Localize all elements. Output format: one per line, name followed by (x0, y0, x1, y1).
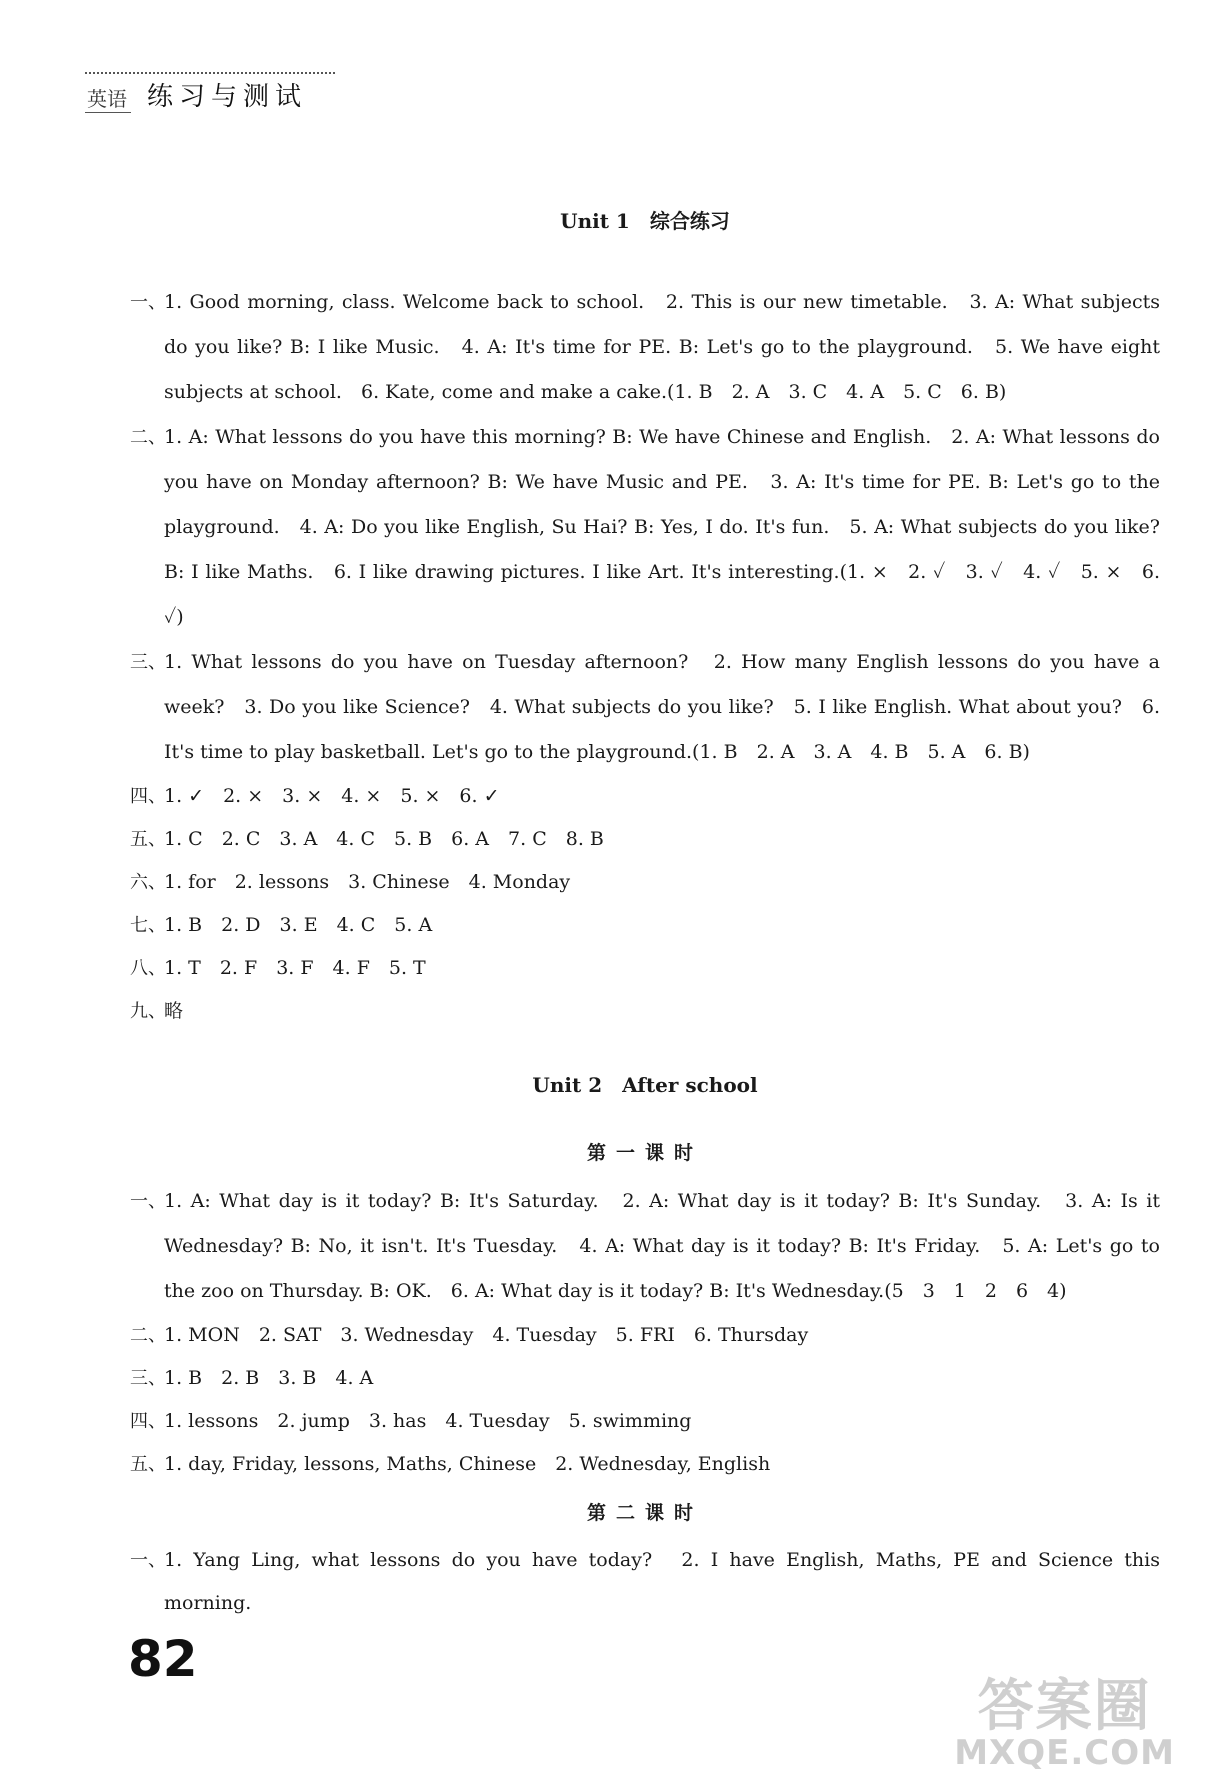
unit1-section-5 (130, 818, 1160, 861)
section-text: 1. A: What day is it today? B: It's Saturday. 2. A: What day is it today? B: It's Sunday. 3. A: Is it Wednesday? B: No, it isn't. It's Tuesday. 4. A: What day is it today? B: It's Friday. 5. A: Let's go to the zoo on Thursday. B: OK. 6. A: What day is it today? B: It's Wednesday.(5 3 1 2 6 4) (164, 1190, 1160, 1302)
section-number: 二、 (130, 1325, 166, 1346)
section-number: 二、 (130, 427, 166, 448)
unit1-section-1 (130, 280, 1160, 415)
section-text: 略 (164, 1000, 184, 1022)
unit2-lesson1-section-1 (130, 1179, 1160, 1314)
unit1-title: Unit 1 综合练习 (560, 209, 730, 233)
section-text: 1. ✓ 2. × 3. × 4. × 5. × 6. ✓ (164, 785, 500, 807)
section-number: 五、 (130, 829, 166, 850)
section-number: 四、 (130, 1411, 166, 1432)
section-text: 1. Yang Ling, what lessons do you have today? 2. I have English, Maths, PE and Science this morning. (164, 1549, 1160, 1614)
unit1-section-7 (130, 904, 1160, 947)
unit2-lesson2-section-1 (130, 1539, 1160, 1625)
answer-content (130, 205, 1160, 1625)
section-number: 六、 (130, 872, 166, 893)
lesson1-title: 第一课时 (586, 1142, 703, 1164)
page-header (85, 72, 345, 113)
section-text: 1. B 2. B 3. B 4. A (164, 1367, 374, 1389)
unit1-section-4 (130, 775, 1160, 818)
section-number: 七、 (130, 915, 166, 936)
unit1-section-8 (130, 947, 1160, 990)
section-number: 一、 (130, 1550, 166, 1571)
section-number: 三、 (130, 1368, 166, 1389)
section-text: 1. for 2. lessons 3. Chinese 4. Monday (164, 871, 571, 893)
section-number: 九、 (130, 1001, 166, 1022)
section-number: 八、 (130, 958, 166, 979)
unit2-lesson1-section-4 (130, 1400, 1160, 1443)
watermark-url: MXQE.COM (954, 1733, 1175, 1774)
unit2-title: Unit 2 After school (532, 1073, 758, 1097)
section-number: 一、 (130, 292, 166, 313)
section-text: 1. Good morning, class. Welcome back to school. 2. This is our new timetable. 3. A: What subjects do you like? B: I like Music. 4. A: It's time for PE. B: Let's go to the playground. 5. We have eight subjects at school. 6. Kate, come and make a cake.(1. B 2. A 3. C 4. A 5. C 6. B) (164, 291, 1160, 403)
section-text: 1. lessons 2. jump 3. has 4. Tuesday 5. swimming (164, 1410, 692, 1432)
unit2-lesson1-section-2 (130, 1314, 1160, 1357)
unit1-section-6 (130, 861, 1160, 904)
section-text: 1. A: What lessons do you have this morning? B: We have Chinese and English. 2. A: What lessons do you have on Monday afternoon? B: We have Music and PE. 3. A: It's time for PE. B: Let's go to the playground. 4. A: Do you like English, Su Hai? B: Yes, I do. It's fun. 5. A: What subjects do you like? B: I like Maths. 6. I like drawing pictures. I like Art. It's interesting.(1. × 2. ✓ 3. ✓ 4. ✓ 5. × 6. ✓) (164, 426, 1160, 628)
watermark-logo-text: 答案圈 (977, 1673, 1152, 1739)
section-number: 三、 (130, 652, 166, 673)
unit2-lesson1-section-3 (130, 1357, 1160, 1400)
section-text: 1. C 2. C 3. A 4. C 5. B 6. A 7. C 8. B (164, 828, 604, 850)
header-dotted-rule (85, 72, 335, 74)
section-text: 1. What lessons do you have on Tuesday afternoon? 2. How many English lessons do you have a week? 3. Do you like Science? 4. What subjects do you like? 5. I like English. What about you? 6. It's time to play basketball. Let's go to the playground.(1. B 2. A 3. A 4. B 5. A 6. B) (164, 651, 1160, 763)
unit2-lesson1-section-5 (130, 1443, 1160, 1486)
section-number: 四、 (130, 786, 166, 807)
subject-label: 英语 (85, 81, 131, 113)
book-title: 练习与测试 (147, 82, 308, 112)
unit1-section-2 (130, 415, 1160, 640)
section-text: 1. MON 2. SAT 3. Wednesday 4. Tuesday 5. FRI 6. Thursday (164, 1324, 809, 1346)
section-text: 1. day, Friday, lessons, Maths, Chinese 2. Wednesday, English (164, 1453, 771, 1475)
header-row (85, 76, 345, 113)
unit1-section-3 (130, 640, 1160, 775)
lesson2-title: 第二课时 (586, 1502, 703, 1524)
section-number: 一、 (130, 1191, 166, 1212)
unit1-section-9 (130, 990, 1160, 1033)
section-text: 1. B 2. D 3. E 4. C 5. A (164, 914, 433, 936)
site-watermark (954, 1673, 1175, 1774)
section-text: 1. T 2. F 3. F 4. F 5. T (164, 957, 426, 979)
page-number: 82 (128, 1630, 198, 1688)
section-number: 五、 (130, 1454, 166, 1475)
